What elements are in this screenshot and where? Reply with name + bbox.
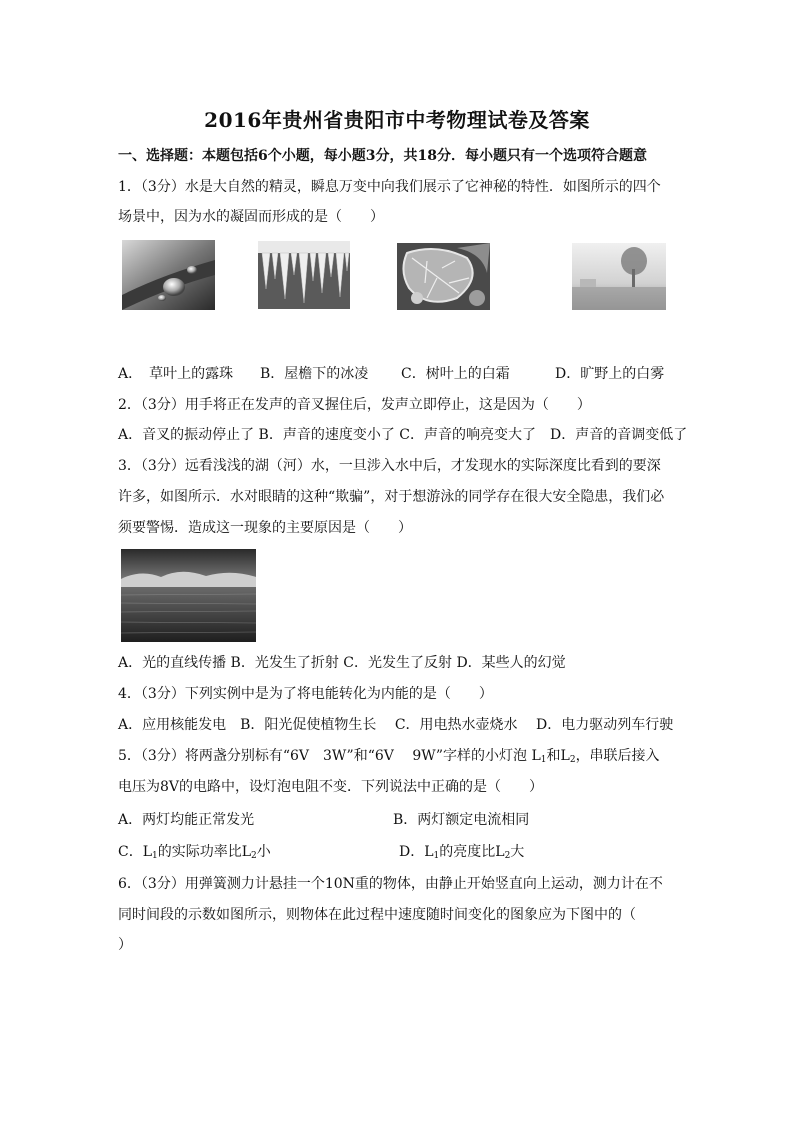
question-2-options: A．音叉的振动停止了 B．声音的速度变小了 C．声音的响亮变大了 D．声音的音调变低了: [118, 427, 688, 443]
question-1-option-c: C．树叶上的白霜: [401, 366, 510, 382]
question-6-text-line3: ）: [118, 937, 132, 953]
question-5-option-a: A．两灯均能正常发光: [118, 812, 255, 828]
question-5-text-line2: 电压为8V的电路中，设灯泡电阻不变．下列说法中正确的是（ ）: [118, 779, 544, 795]
question-5-option-d: D．$L_1$的亮度比$L_2$大: [399, 844, 525, 861]
dew-drop-photo: [122, 240, 215, 310]
question-3-text-line1: 3．（3分）远看浅浅的湖（河）水，一旦涉入水中后，才发现水的实际深度比看到的要深: [118, 458, 661, 474]
question-6-text-line1: 6．（3分）用弹簧测力计悬挂一个10N重的物体，由静止开始竖直向上运动，测力计在不: [118, 876, 663, 892]
frost-leaf-photo: [397, 243, 490, 310]
question-6-text-line2: 同时间段的示数如图所示，则物体在此过程中速度随时间变化的图象应为下图中的（: [118, 907, 636, 923]
question-1-option-a: A． 草叶上的露珠: [118, 366, 234, 382]
question-3-text-line3: 须要警惕．造成这一现象的主要原因是（ ）: [118, 520, 412, 536]
question-1-option-b: B．屋檐下的冰凌: [260, 366, 369, 382]
question-5-option-b: B．两灯额定电流相同: [393, 812, 530, 828]
lake-water-photo: [121, 549, 256, 642]
question-3-text-line2: 许多，如图所示．水对眼睛的这种“欺骗”，对于想游泳的同学存在很大安全隐患，我们必: [118, 489, 665, 505]
fog-field-photo: [572, 243, 666, 310]
question-4-options: A．应用核能发电 B．阳光促使植物生长 C．用电热水壶烧水 D．电力驱动列车行驶: [118, 717, 674, 733]
question-2-text: 2．（3分）用手将正在发声的音叉握住后，发声立即停止，这是因为（ ）: [118, 397, 591, 413]
question-3-options: A．光的直线传播 B．光发生了折射 C．光发生了反射 D．某些人的幻觉: [118, 655, 566, 671]
section-heading: 一、选择题：本题包括6个小题，每小题3分，共18分．每小题只有一个选项符合题意: [118, 148, 647, 164]
icicles-photo: [258, 241, 350, 309]
question-1-text-line1: 1．（3分）水是大自然的精灵，瞬息万变中向我们展示了它神秘的特性．如图所示的四个: [118, 179, 661, 195]
question-1-text-line2: 场景中，因为水的凝固而形成的是（ ）: [118, 209, 384, 225]
question-5-text-line1: 5．（3分）将两盏分别标有“6V 3W”和“6V 9W”字样的小灯泡 $L_1$和$L_2$，串联后接入: [118, 748, 660, 765]
question-4-text: 4．（3分）下列实例中是为了将电能转化为内能的是（ ）: [118, 686, 493, 702]
question-5-option-c: C．$L_1$的实际功率比$L_2$小: [118, 844, 271, 861]
question-1-option-d: D．旷野上的白雾: [555, 366, 665, 382]
page-title: 2016年贵州省贵阳市中考物理试卷及答案: [204, 108, 590, 132]
